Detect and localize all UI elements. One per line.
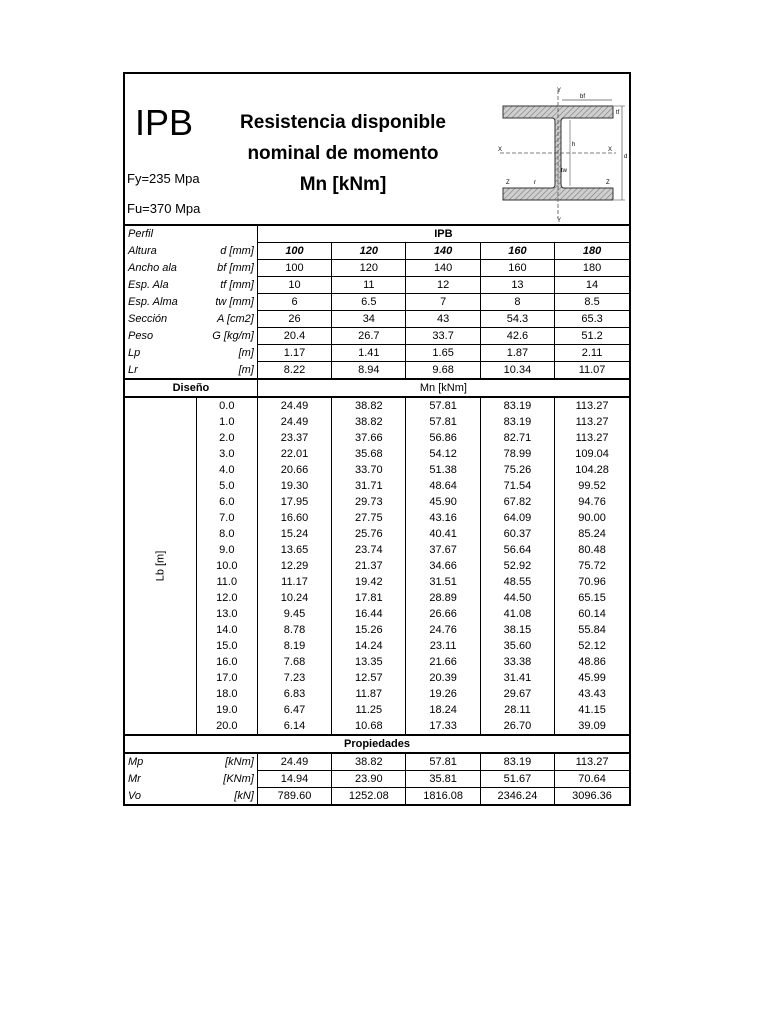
propiedades-header: Propiedades [125, 735, 629, 753]
final-property-value-cell: 789.60 [257, 788, 331, 805]
property-value-cell: 120 [332, 260, 406, 277]
mn-value-cell: 104.28 [555, 462, 629, 478]
property-label: Altura [128, 245, 157, 257]
property-unit: A [cm2] [196, 311, 257, 328]
property-unit: d [mm] [196, 243, 257, 260]
propiedades-header-row [125, 735, 629, 753]
property-value-cell: 180 [555, 243, 629, 260]
lb-value: 8.0 [196, 526, 257, 542]
mn-value-cell: 10.24 [257, 590, 331, 606]
mn-value-cell: 109.04 [555, 446, 629, 462]
diagram-label-tf: tf [616, 110, 620, 116]
fu-label: Fu=370 Mpa [127, 201, 201, 216]
property-value-cell: 42.6 [480, 328, 554, 345]
mn-value-cell: 9.45 [257, 606, 331, 622]
mn-row [125, 478, 629, 494]
mn-value-cell: 78.99 [480, 446, 554, 462]
i-beam-cross-section-diagram [498, 86, 628, 222]
mn-value-cell: 23.74 [332, 542, 406, 558]
mn-value-cell: 24.76 [406, 622, 480, 638]
mn-value-cell: 40.41 [406, 526, 480, 542]
lb-axis-label: Lb [m] [154, 550, 167, 582]
property-value-cell: 1.17 [257, 345, 331, 362]
mn-value-cell: 8.78 [257, 622, 331, 638]
lb-value: 0.0 [196, 397, 257, 414]
profile-properties-table [125, 226, 629, 804]
property-value-cell: 10.34 [480, 362, 554, 380]
mn-value-cell: 11.17 [257, 574, 331, 590]
mn-value-cell: 7.23 [257, 670, 331, 686]
mn-value-cell: 35.68 [332, 446, 406, 462]
property-value-cell: 33.7 [406, 328, 480, 345]
mn-value-cell: 27.75 [332, 510, 406, 526]
diagram-label-z-right: Z [606, 180, 610, 186]
property-value-cell: 6 [257, 294, 331, 311]
lb-value: 17.0 [196, 670, 257, 686]
final-property-row [125, 753, 629, 771]
property-unit: [m] [196, 362, 257, 380]
final-property-label: Mr [128, 773, 141, 785]
property-label: Sección [128, 313, 168, 325]
mn-value-cell: 20.66 [257, 462, 331, 478]
final-property-value-cell: 51.67 [480, 771, 554, 788]
lb-value: 20.0 [196, 718, 257, 735]
property-unit: bf [mm] [196, 260, 257, 277]
diagram-label-d: d [624, 154, 628, 160]
mn-value-cell: 16.44 [332, 606, 406, 622]
fy-label: Fy=235 Mpa [127, 171, 200, 186]
property-row [125, 362, 629, 380]
mn-value-cell: 12.57 [332, 670, 406, 686]
diagram-label-tw: tw [561, 168, 567, 174]
mn-value-cell: 23.37 [257, 430, 331, 446]
title-line-2: nominal de momento [247, 143, 439, 164]
property-label: Esp. Alma [128, 296, 178, 308]
property-value-cell: 51.2 [555, 328, 629, 345]
lb-value: 7.0 [196, 510, 257, 526]
mn-row [125, 462, 629, 478]
mn-value-cell: 33.38 [480, 654, 554, 670]
mn-value-cell: 38.82 [332, 414, 406, 430]
mn-row [125, 702, 629, 718]
mn-value-cell: 22.01 [257, 446, 331, 462]
diagram-label-r: r [534, 180, 536, 186]
mn-value-cell: 8.19 [257, 638, 331, 654]
property-value-cell: 43 [406, 311, 480, 328]
mn-row [125, 686, 629, 702]
property-value-cell: 180 [555, 260, 629, 277]
property-value-cell: 13 [480, 277, 554, 294]
perfil-value: IPB [257, 226, 629, 243]
property-value-cell: 14 [555, 277, 629, 294]
property-label: Esp. Ala [128, 279, 169, 291]
mn-value-cell: 113.27 [555, 430, 629, 446]
mn-value-cell: 14.24 [332, 638, 406, 654]
mn-row [125, 558, 629, 574]
property-value-cell: 2.11 [555, 345, 629, 362]
perfil-unit-cell [196, 226, 257, 243]
property-value-cell: 1.65 [406, 345, 480, 362]
mn-value-cell: 52.92 [480, 558, 554, 574]
mn-value-cell: 38.15 [480, 622, 554, 638]
final-property-row [125, 788, 629, 805]
property-value-cell: 1.41 [332, 345, 406, 362]
property-unit: [m] [196, 345, 257, 362]
property-row [125, 277, 629, 294]
property-value-cell: 100 [257, 243, 331, 260]
mn-header: Mn [kNm] [257, 379, 629, 397]
mn-value-cell: 39.09 [555, 718, 629, 735]
mn-value-cell: 24.49 [257, 414, 331, 430]
mn-value-cell: 51.38 [406, 462, 480, 478]
mn-value-cell: 43.43 [555, 686, 629, 702]
final-property-value-cell: 14.94 [257, 771, 331, 788]
property-value-cell: 8.94 [332, 362, 406, 380]
mn-value-cell: 113.27 [555, 397, 629, 414]
final-property-value-cell: 23.90 [332, 771, 406, 788]
mn-value-cell: 17.95 [257, 494, 331, 510]
mn-row [125, 590, 629, 606]
mn-value-cell: 94.76 [555, 494, 629, 510]
mn-value-cell: 52.12 [555, 638, 629, 654]
mn-value-cell: 13.35 [332, 654, 406, 670]
mn-value-cell: 23.11 [406, 638, 480, 654]
lb-value: 1.0 [196, 414, 257, 430]
mn-row [125, 414, 629, 430]
final-property-value-cell: 2346.24 [480, 788, 554, 805]
property-value-cell: 65.3 [555, 311, 629, 328]
diagram-label-y-bottom: Y [557, 218, 562, 222]
mn-value-cell: 54.12 [406, 446, 480, 462]
lb-value: 6.0 [196, 494, 257, 510]
lb-value: 13.0 [196, 606, 257, 622]
property-unit: G [kg/m] [196, 328, 257, 345]
property-row [125, 345, 629, 362]
mn-value-cell: 29.73 [332, 494, 406, 510]
mn-row [125, 397, 629, 414]
mn-value-cell: 6.47 [257, 702, 331, 718]
mn-value-cell: 37.66 [332, 430, 406, 446]
diagram-label-h: h [572, 142, 576, 148]
final-property-unit: [kNm] [196, 753, 257, 771]
mn-value-cell: 11.25 [332, 702, 406, 718]
final-property-value-cell: 3096.36 [555, 788, 629, 805]
property-value-cell: 120 [332, 243, 406, 260]
lb-value: 19.0 [196, 702, 257, 718]
lb-value: 2.0 [196, 430, 257, 446]
mn-value-cell: 21.66 [406, 654, 480, 670]
mn-value-cell: 44.50 [480, 590, 554, 606]
mn-value-cell: 60.37 [480, 526, 554, 542]
mn-row [125, 606, 629, 622]
mn-row [125, 526, 629, 542]
final-property-unit: [KNm] [196, 771, 257, 788]
property-row [125, 243, 629, 260]
lb-value: 9.0 [196, 542, 257, 558]
mn-value-cell: 17.33 [406, 718, 480, 735]
final-property-row [125, 771, 629, 788]
mn-value-cell: 15.24 [257, 526, 331, 542]
mn-row [125, 446, 629, 462]
lb-value: 16.0 [196, 654, 257, 670]
property-value-cell: 54.3 [480, 311, 554, 328]
lb-value: 3.0 [196, 446, 257, 462]
property-value-cell: 160 [480, 260, 554, 277]
mn-value-cell: 43.16 [406, 510, 480, 526]
title-line-1: Resistencia disponible [240, 112, 446, 133]
property-value-cell: 8 [480, 294, 554, 311]
mn-value-cell: 85.24 [555, 526, 629, 542]
mn-value-cell: 67.82 [480, 494, 554, 510]
property-value-cell: 9.68 [406, 362, 480, 380]
property-value-cell: 12 [406, 277, 480, 294]
mn-row [125, 622, 629, 638]
mn-value-cell: 83.19 [480, 414, 554, 430]
mn-value-cell: 19.42 [332, 574, 406, 590]
lb-value: 5.0 [196, 478, 257, 494]
mn-value-cell: 37.67 [406, 542, 480, 558]
mn-value-cell: 28.89 [406, 590, 480, 606]
mn-value-cell: 29.67 [480, 686, 554, 702]
property-label: Ancho ala [128, 262, 177, 274]
property-row [125, 294, 629, 311]
mn-value-cell: 57.81 [406, 414, 480, 430]
mn-value-cell: 31.51 [406, 574, 480, 590]
property-value-cell: 6.5 [332, 294, 406, 311]
mn-value-cell: 31.71 [332, 478, 406, 494]
mn-row [125, 430, 629, 446]
mn-value-cell: 82.71 [480, 430, 554, 446]
final-property-label: Mp [128, 756, 144, 769]
perfil-row [125, 226, 629, 243]
mn-value-cell: 12.29 [257, 558, 331, 574]
diagram-label-x-left: X [498, 147, 503, 153]
mn-value-cell: 17.81 [332, 590, 406, 606]
property-value-cell: 11 [332, 277, 406, 294]
final-property-value-cell: 70.64 [555, 771, 629, 788]
sheet-header [125, 74, 629, 226]
diagram-label-bf: bf [580, 94, 586, 100]
mn-value-cell: 26.70 [480, 718, 554, 735]
mn-value-cell: 26.66 [406, 606, 480, 622]
mn-row [125, 510, 629, 526]
mn-value-cell: 70.96 [555, 574, 629, 590]
mn-value-cell: 90.00 [555, 510, 629, 526]
final-property-label: Vo [128, 789, 142, 802]
lb-value: 15.0 [196, 638, 257, 654]
property-value-cell: 26.7 [332, 328, 406, 345]
mn-row [125, 718, 629, 735]
mn-header-row [125, 379, 629, 397]
lb-value: 14.0 [196, 622, 257, 638]
mn-value-cell: 19.30 [257, 478, 331, 494]
mn-value-cell: 38.82 [332, 397, 406, 414]
mn-row [125, 574, 629, 590]
mn-value-cell: 20.39 [406, 670, 480, 686]
mn-value-cell: 75.26 [480, 462, 554, 478]
mn-value-cell: 55.84 [555, 622, 629, 638]
mn-value-cell: 41.08 [480, 606, 554, 622]
mn-value-cell: 35.60 [480, 638, 554, 654]
diagram-label-x-right: X [608, 147, 613, 153]
mn-value-cell: 71.54 [480, 478, 554, 494]
property-value-cell: 100 [257, 260, 331, 277]
mn-value-cell: 48.64 [406, 478, 480, 494]
mn-value-cell: 16.60 [257, 510, 331, 526]
property-value-cell: 140 [406, 243, 480, 260]
diseno-header: Diseño [125, 379, 257, 397]
final-property-value-cell: 24.49 [257, 753, 331, 771]
lb-value: 18.0 [196, 686, 257, 702]
final-property-value-cell: 83.19 [480, 753, 554, 771]
property-value-cell: 34 [332, 311, 406, 328]
mn-value-cell: 24.49 [257, 397, 331, 414]
mn-value-cell: 83.19 [480, 397, 554, 414]
property-value-cell: 8.5 [555, 294, 629, 311]
profile-title: IPB [135, 102, 194, 143]
mn-row [125, 654, 629, 670]
lb-value: 12.0 [196, 590, 257, 606]
mn-value-cell: 57.81 [406, 397, 480, 414]
mn-value-cell: 13.65 [257, 542, 331, 558]
property-value-cell: 1.87 [480, 345, 554, 362]
property-value-cell: 20.4 [257, 328, 331, 345]
perfil-label: Perfil [128, 228, 154, 241]
property-row [125, 328, 629, 345]
mn-value-cell: 21.37 [332, 558, 406, 574]
mn-value-cell: 25.76 [332, 526, 406, 542]
mn-value-cell: 19.26 [406, 686, 480, 702]
mn-value-cell: 113.27 [555, 414, 629, 430]
mn-value-cell: 48.86 [555, 654, 629, 670]
lb-axis-cell [125, 397, 196, 735]
mn-value-cell: 31.41 [480, 670, 554, 686]
mn-value-cell: 7.68 [257, 654, 331, 670]
final-property-value-cell: 38.82 [332, 753, 406, 771]
lb-value: 11.0 [196, 574, 257, 590]
lb-value: 10.0 [196, 558, 257, 574]
lb-value: 4.0 [196, 462, 257, 478]
final-property-value-cell: 1816.08 [406, 788, 480, 805]
final-property-value-cell: 35.81 [406, 771, 480, 788]
property-value-cell: 10 [257, 277, 331, 294]
mn-value-cell: 10.68 [332, 718, 406, 735]
final-property-unit: [kN] [196, 788, 257, 805]
property-value-cell: 26 [257, 311, 331, 328]
mn-value-cell: 75.72 [555, 558, 629, 574]
diagram-label-z-left: Z [506, 180, 510, 186]
mn-value-cell: 56.86 [406, 430, 480, 446]
mn-value-cell: 28.11 [480, 702, 554, 718]
mn-value-cell: 11.87 [332, 686, 406, 702]
mn-value-cell: 45.99 [555, 670, 629, 686]
mn-value-cell: 45.90 [406, 494, 480, 510]
property-value-cell: 7 [406, 294, 480, 311]
mn-value-cell: 80.48 [555, 542, 629, 558]
final-property-value-cell: 1252.08 [332, 788, 406, 805]
property-row [125, 260, 629, 277]
property-unit: tw [mm] [196, 294, 257, 311]
property-value-cell: 11.07 [555, 362, 629, 380]
mn-value-cell: 33.70 [332, 462, 406, 478]
mn-value-cell: 56.64 [480, 542, 554, 558]
property-value-cell: 8.22 [257, 362, 331, 380]
property-value-cell: 140 [406, 260, 480, 277]
mn-row [125, 494, 629, 510]
mn-value-cell: 99.52 [555, 478, 629, 494]
title-line-3: Mn [kNm] [299, 174, 387, 195]
mn-value-cell: 64.09 [480, 510, 554, 526]
mn-value-cell: 60.14 [555, 606, 629, 622]
mn-row [125, 542, 629, 558]
property-label: Peso [128, 330, 154, 342]
mn-value-cell: 6.83 [257, 686, 331, 702]
property-label: Lr [128, 363, 138, 376]
property-row [125, 311, 629, 328]
mn-value-cell: 15.26 [332, 622, 406, 638]
mn-value-cell: 6.14 [257, 718, 331, 735]
mn-value-cell: 65.15 [555, 590, 629, 606]
final-property-value-cell: 113.27 [555, 753, 629, 771]
mn-value-cell: 41.15 [555, 702, 629, 718]
property-unit: tf [mm] [196, 277, 257, 294]
mn-row [125, 638, 629, 654]
mn-value-cell: 18.24 [406, 702, 480, 718]
property-label: Lp [128, 347, 141, 359]
sheet-title [225, 107, 461, 200]
property-value-cell: 160 [480, 243, 554, 260]
mn-row [125, 670, 629, 686]
diagram-label-y-top: Y [557, 88, 562, 94]
mn-value-cell: 48.55 [480, 574, 554, 590]
mn-value-cell: 34.66 [406, 558, 480, 574]
spreadsheet-sheet [123, 72, 631, 806]
final-property-value-cell: 57.81 [406, 753, 480, 771]
